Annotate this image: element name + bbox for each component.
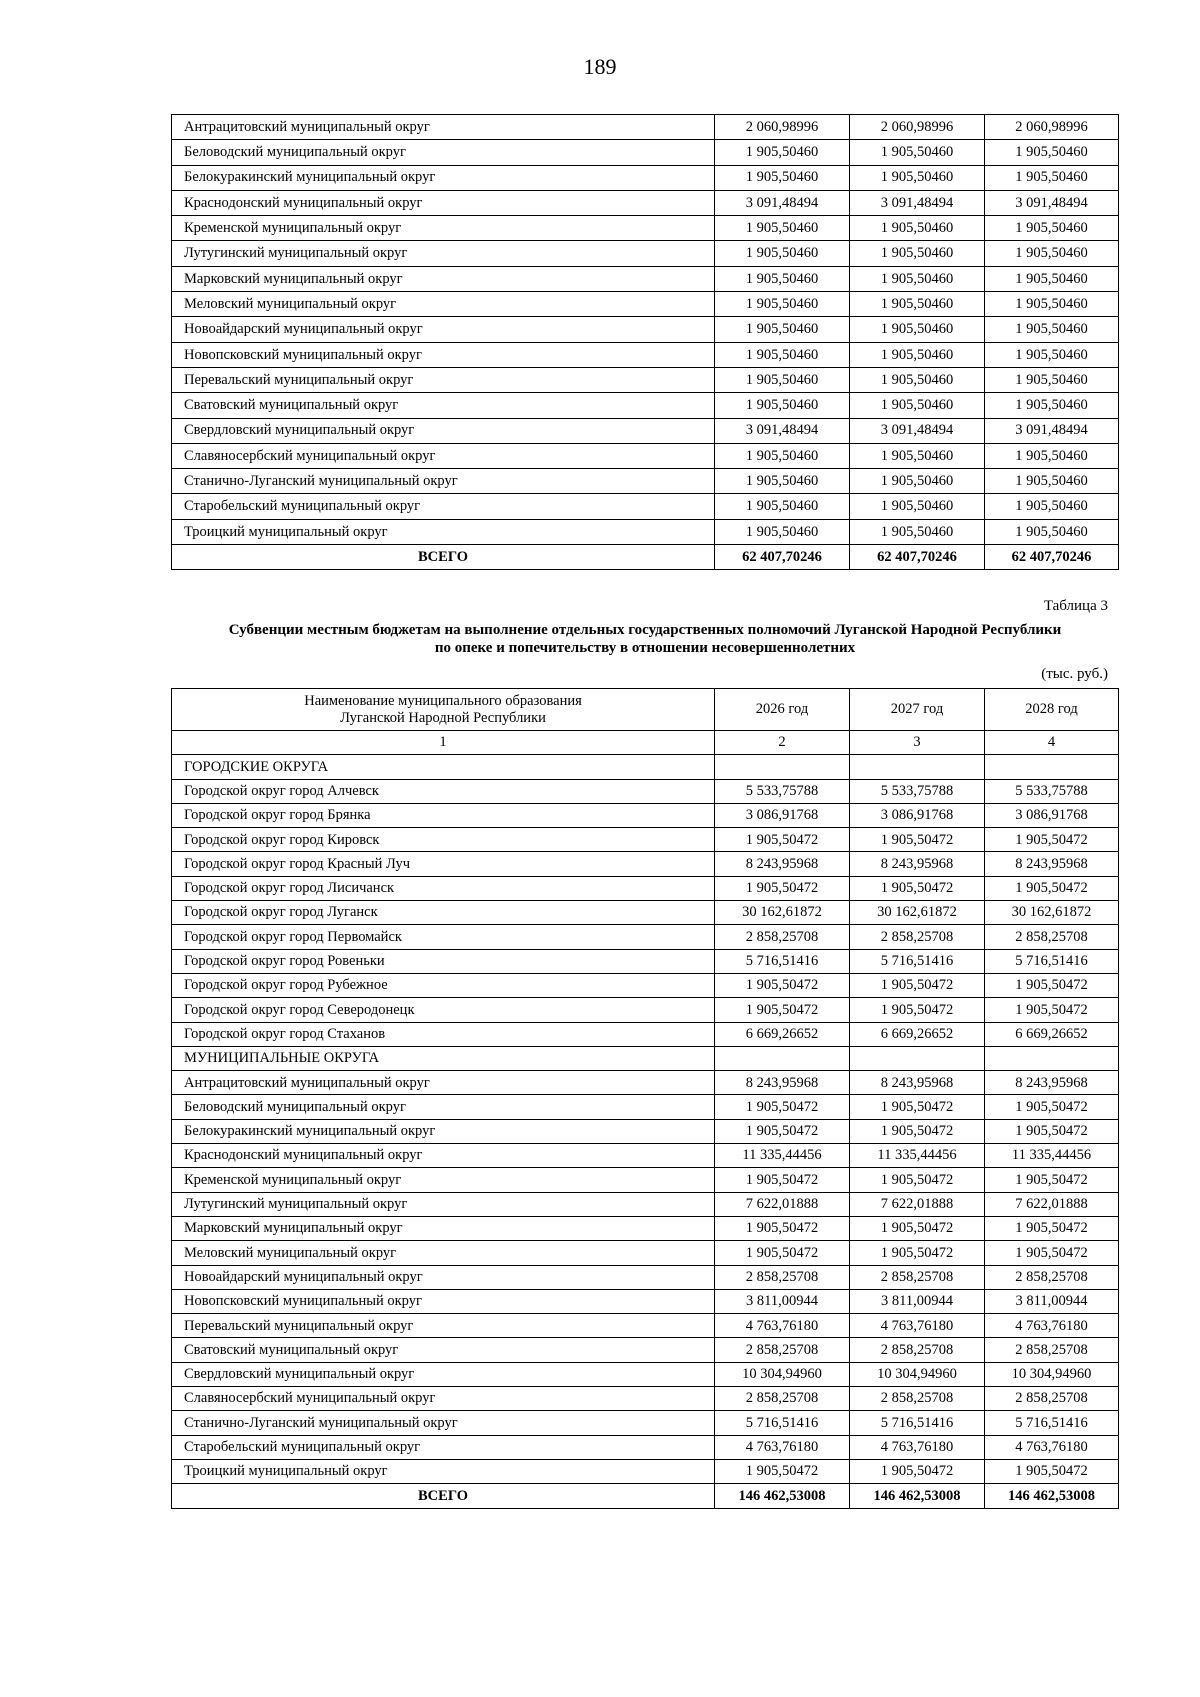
- row-2028: 3 086,91768: [985, 803, 1119, 827]
- table-row: [172, 949, 1119, 973]
- row-2027: 1 905,50460: [850, 494, 985, 519]
- row-2026: 1 905,50472: [715, 998, 850, 1022]
- row-2027: 3 811,00944: [850, 1289, 985, 1313]
- page-number: 189: [583, 54, 617, 79]
- row-2028: 5 533,75788: [985, 779, 1119, 803]
- table-row: [172, 393, 1119, 418]
- header-2028: 2028 год: [985, 689, 1119, 731]
- row-name: Старобельский муниципальный округ: [172, 1435, 715, 1459]
- row-2026: 6 669,26652: [715, 1022, 850, 1046]
- table-row: [172, 1459, 1119, 1483]
- table-row: [172, 342, 1119, 367]
- table-row: [172, 241, 1119, 266]
- total-2028: 62 407,70246: [985, 545, 1119, 570]
- row-2026: 2 858,25708: [715, 925, 850, 949]
- table-row: [172, 1144, 1119, 1168]
- row-2027: 11 335,44456: [850, 1144, 985, 1168]
- row-2026: 5 716,51416: [715, 949, 850, 973]
- row-2026: 10 304,94960: [715, 1362, 850, 1386]
- row-2026: 1 905,50472: [715, 1459, 850, 1483]
- row-2026: 1 905,50460: [715, 519, 850, 544]
- total-2026: 62 407,70246: [715, 545, 850, 570]
- row-2027: 1 905,50460: [850, 342, 985, 367]
- row-2027: 1 905,50472: [850, 1459, 985, 1483]
- table-row: [172, 1022, 1119, 1046]
- row-name: Городской округ город Алчевск: [172, 779, 715, 803]
- row-2026: 1 905,50460: [715, 342, 850, 367]
- row-2028: 1 905,50472: [985, 1119, 1119, 1143]
- row-2027: 1 905,50460: [850, 317, 985, 342]
- row-name: Меловский муниципальный округ: [172, 292, 715, 317]
- section-empty-cell: [985, 755, 1119, 779]
- row-name: Городской округ город Северодонецк: [172, 998, 715, 1022]
- header-2027: 2027 год: [850, 689, 985, 731]
- row-2027: 1 905,50472: [850, 1168, 985, 1192]
- row-name: Городской округ город Рубежное: [172, 973, 715, 997]
- row-2026: 3 091,48494: [715, 418, 850, 443]
- subvention-table: [171, 688, 1119, 1509]
- row-name: Новоайдарский муниципальный округ: [172, 1265, 715, 1289]
- row-name: Славяносербский муниципальный округ: [172, 1387, 715, 1411]
- row-2026: 1 905,50472: [715, 1095, 850, 1119]
- row-2027: 2 060,98996: [850, 115, 985, 140]
- municipal-rows: [172, 1071, 1119, 1484]
- row-2027: 1 905,50472: [850, 1216, 985, 1240]
- row-name: Антрацитовский муниципальный округ: [172, 115, 715, 140]
- row-2028: 1 905,50460: [985, 469, 1119, 494]
- row-2028: 1 905,50472: [985, 1216, 1119, 1240]
- table-row: [172, 1071, 1119, 1095]
- row-2028: 8 243,95968: [985, 852, 1119, 876]
- row-2026: 1 905,50472: [715, 1119, 850, 1143]
- table-row: [172, 1411, 1119, 1435]
- row-2028: 1 905,50472: [985, 1095, 1119, 1119]
- section-row-municipal: [172, 1046, 1119, 1070]
- row-name: Сватовский муниципальный округ: [172, 393, 715, 418]
- row-2026: 1 905,50460: [715, 443, 850, 468]
- row-2026: 4 763,76180: [715, 1314, 850, 1338]
- row-2026: 2 858,25708: [715, 1387, 850, 1411]
- total-2027: 146 462,53008: [850, 1484, 985, 1508]
- table-row: [172, 216, 1119, 241]
- row-2027: 30 162,61872: [850, 901, 985, 925]
- row-2026: 3 086,91768: [715, 803, 850, 827]
- row-2026: 1 905,50460: [715, 317, 850, 342]
- row-2028: 1 905,50460: [985, 494, 1119, 519]
- row-2027: 5 533,75788: [850, 779, 985, 803]
- row-2026: 1 905,50460: [715, 266, 850, 291]
- row-2028: 1 905,50472: [985, 973, 1119, 997]
- row-2028: 2 060,98996: [985, 115, 1119, 140]
- table-row: [172, 367, 1119, 392]
- header-name-line-1: Наименование муниципального образования: [304, 692, 582, 709]
- row-2026: 1 905,50460: [715, 241, 850, 266]
- row-2028: 1 905,50460: [985, 519, 1119, 544]
- table-row: [172, 1362, 1119, 1386]
- total-label: ВСЕГО: [172, 1484, 715, 1508]
- row-name: Городской округ город Брянка: [172, 803, 715, 827]
- row-name: Городской округ город Ровеньки: [172, 949, 715, 973]
- row-2028: 8 243,95968: [985, 1071, 1119, 1095]
- row-2027: 10 304,94960: [850, 1362, 985, 1386]
- row-2027: 1 905,50472: [850, 1095, 985, 1119]
- row-2027: 1 905,50460: [850, 367, 985, 392]
- row-2028: 4 763,76180: [985, 1314, 1119, 1338]
- header-name-line-2: Луганской Народной Республики: [340, 709, 546, 726]
- row-2028: 1 905,50460: [985, 367, 1119, 392]
- table-row: [172, 494, 1119, 519]
- row-name: Перевальский муниципальный округ: [172, 1314, 715, 1338]
- col-number-2: 2: [715, 731, 850, 755]
- row-2028: 1 905,50460: [985, 140, 1119, 165]
- row-2026: 11 335,44456: [715, 1144, 850, 1168]
- header-2026: 2026 год: [715, 689, 850, 731]
- row-2027: 5 716,51416: [850, 1411, 985, 1435]
- column-number-row: [172, 731, 1119, 755]
- row-2028: 7 622,01888: [985, 1192, 1119, 1216]
- row-name: Новопсковский муниципальный округ: [172, 1289, 715, 1313]
- table-row: [172, 1435, 1119, 1459]
- section-empty-cell: [715, 1046, 850, 1070]
- row-2027: 1 905,50472: [850, 1241, 985, 1265]
- row-name: Городской округ город Кировск: [172, 828, 715, 852]
- row-name: Троицкий муниципальный округ: [172, 519, 715, 544]
- row-2027: 4 763,76180: [850, 1314, 985, 1338]
- table-row: [172, 779, 1119, 803]
- row-2027: 1 905,50460: [850, 140, 985, 165]
- total-row: [172, 545, 1119, 570]
- row-name: Лутугинский муниципальный округ: [172, 1192, 715, 1216]
- section-empty-cell: [850, 755, 985, 779]
- row-2026: 1 905,50460: [715, 140, 850, 165]
- table-row: [172, 1265, 1119, 1289]
- table-row: [172, 1387, 1119, 1411]
- row-name: Троицкий муниципальный округ: [172, 1459, 715, 1483]
- continued-table: [171, 114, 1119, 570]
- row-name: Свердловский муниципальный округ: [172, 418, 715, 443]
- row-2028: 2 858,25708: [985, 1338, 1119, 1362]
- row-name: Белокуракинский муниципальный округ: [172, 1119, 715, 1143]
- row-2027: 6 669,26652: [850, 1022, 985, 1046]
- row-2026: 1 905,50460: [715, 494, 850, 519]
- row-2028: 1 905,50460: [985, 241, 1119, 266]
- table-row: [172, 190, 1119, 215]
- row-2028: 1 905,50460: [985, 342, 1119, 367]
- row-2028: 1 905,50460: [985, 292, 1119, 317]
- row-2027: 2 858,25708: [850, 925, 985, 949]
- table-row: [172, 115, 1119, 140]
- row-name: Перевальский муниципальный округ: [172, 367, 715, 392]
- continued-table-body: [172, 115, 1119, 545]
- row-2027: 1 905,50472: [850, 876, 985, 900]
- total-2027: 62 407,70246: [850, 545, 985, 570]
- row-2027: 1 905,50460: [850, 266, 985, 291]
- table-row: [172, 1095, 1119, 1119]
- row-2026: 1 905,50472: [715, 1168, 850, 1192]
- row-2028: 1 905,50472: [985, 1241, 1119, 1265]
- table-row: [172, 1289, 1119, 1313]
- row-2028: 4 763,76180: [985, 1435, 1119, 1459]
- row-2028: 1 905,50472: [985, 828, 1119, 852]
- row-2027: 1 905,50460: [850, 241, 985, 266]
- total-label: ВСЕГО: [172, 545, 715, 570]
- row-name: Городской округ город Луганск: [172, 901, 715, 925]
- row-name: Беловодский муниципальный округ: [172, 1095, 715, 1119]
- row-2027: 8 243,95968: [850, 852, 985, 876]
- row-name: Антрацитовский муниципальный округ: [172, 1071, 715, 1095]
- row-name: Станично-Луганский муниципальный округ: [172, 1411, 715, 1435]
- row-2028: 1 905,50460: [985, 317, 1119, 342]
- row-name: Краснодонский муниципальный округ: [172, 190, 715, 215]
- table-row: [172, 1119, 1119, 1143]
- section-label-urban: ГОРОДСКИЕ ОКРУГА: [172, 755, 715, 779]
- row-2028: 1 905,50460: [985, 393, 1119, 418]
- row-name: Белокуракинский муниципальный округ: [172, 165, 715, 190]
- row-2027: 1 905,50472: [850, 998, 985, 1022]
- row-2026: 2 858,25708: [715, 1265, 850, 1289]
- row-2028: 3 091,48494: [985, 190, 1119, 215]
- table-row: [172, 1192, 1119, 1216]
- row-2027: 1 905,50460: [850, 292, 985, 317]
- table-row: [172, 418, 1119, 443]
- row-2027: 1 905,50460: [850, 393, 985, 418]
- row-name: Марковский муниципальный округ: [172, 266, 715, 291]
- row-2026: 1 905,50472: [715, 876, 850, 900]
- row-2027: 1 905,50460: [850, 519, 985, 544]
- row-2028: 10 304,94960: [985, 1362, 1119, 1386]
- row-2027: 2 858,25708: [850, 1265, 985, 1289]
- row-2027: 1 905,50472: [850, 828, 985, 852]
- row-2027: 2 858,25708: [850, 1387, 985, 1411]
- row-2026: 1 905,50472: [715, 1241, 850, 1265]
- row-2028: 30 162,61872: [985, 901, 1119, 925]
- row-2026: 4 763,76180: [715, 1435, 850, 1459]
- row-2026: 2 858,25708: [715, 1338, 850, 1362]
- row-2026: 1 905,50460: [715, 469, 850, 494]
- table-label: Таблица 3: [1043, 598, 1108, 614]
- total-2028: 146 462,53008: [985, 1484, 1119, 1508]
- table-row: [172, 1314, 1119, 1338]
- row-name: Меловский муниципальный округ: [172, 1241, 715, 1265]
- row-2028: 1 905,50460: [985, 443, 1119, 468]
- row-2028: 1 905,50460: [985, 165, 1119, 190]
- row-2027: 3 091,48494: [850, 418, 985, 443]
- row-2028: 1 905,50460: [985, 216, 1119, 241]
- table-title-line-1: Субвенции местным бюджетам на выполнение отдельных государственных полномочий Луганской Народной Республики: [228, 622, 1062, 638]
- row-2028: 3 091,48494: [985, 418, 1119, 443]
- row-2026: 1 905,50460: [715, 367, 850, 392]
- table-row: [172, 443, 1119, 468]
- row-2028: 3 811,00944: [985, 1289, 1119, 1313]
- row-name: Кременской муниципальный округ: [172, 216, 715, 241]
- section-label-municipal: МУНИЦИПАЛЬНЫЕ ОКРУГА: [172, 1046, 715, 1070]
- row-name: Городской округ город Стаханов: [172, 1022, 715, 1046]
- header-name: [172, 689, 715, 731]
- table-row: [172, 1168, 1119, 1192]
- row-2027: 1 905,50472: [850, 1119, 985, 1143]
- row-2026: 3 811,00944: [715, 1289, 850, 1313]
- row-2028: 1 905,50472: [985, 876, 1119, 900]
- row-2028: 2 858,25708: [985, 1265, 1119, 1289]
- row-2027: 1 905,50460: [850, 443, 985, 468]
- table-row: [172, 140, 1119, 165]
- row-2027: 8 243,95968: [850, 1071, 985, 1095]
- table-row: [172, 998, 1119, 1022]
- total-row: [172, 1484, 1119, 1508]
- table-row: [172, 469, 1119, 494]
- table-row: [172, 266, 1119, 291]
- row-2026: 7 622,01888: [715, 1192, 850, 1216]
- row-2028: 1 905,50460: [985, 266, 1119, 291]
- row-name: Новопсковский муниципальный округ: [172, 342, 715, 367]
- row-2026: 3 091,48494: [715, 190, 850, 215]
- table-row: [172, 317, 1119, 342]
- table-row: [172, 165, 1119, 190]
- row-2028: 11 335,44456: [985, 1144, 1119, 1168]
- row-name: Сватовский муниципальный округ: [172, 1338, 715, 1362]
- row-name: Городской округ город Красный Луч: [172, 852, 715, 876]
- row-2027: 1 905,50472: [850, 973, 985, 997]
- row-2026: 1 905,50472: [715, 828, 850, 852]
- row-2028: 2 858,25708: [985, 925, 1119, 949]
- col-number-1: 1: [172, 731, 715, 755]
- row-2027: 1 905,50460: [850, 216, 985, 241]
- row-name: Краснодонский муниципальный округ: [172, 1144, 715, 1168]
- row-2026: 30 162,61872: [715, 901, 850, 925]
- total-2026: 146 462,53008: [715, 1484, 850, 1508]
- table-row: [172, 973, 1119, 997]
- row-2026: 8 243,95968: [715, 1071, 850, 1095]
- row-2028: 5 716,51416: [985, 1411, 1119, 1435]
- row-2026: 8 243,95968: [715, 852, 850, 876]
- table-row: [172, 828, 1119, 852]
- header-row: [172, 689, 1119, 731]
- row-2026: 2 060,98996: [715, 115, 850, 140]
- row-2026: 1 905,50460: [715, 292, 850, 317]
- table-row: [172, 901, 1119, 925]
- row-2027: 7 622,01888: [850, 1192, 985, 1216]
- row-2026: 5 533,75788: [715, 779, 850, 803]
- row-name: Кременской муниципальный округ: [172, 1168, 715, 1192]
- table-title-line-2: по опеке и попечительству в отношении несовершеннолетних: [434, 640, 856, 656]
- row-2026: 1 905,50460: [715, 165, 850, 190]
- row-2028: 5 716,51416: [985, 949, 1119, 973]
- section-empty-cell: [715, 755, 850, 779]
- row-2026: 1 905,50460: [715, 216, 850, 241]
- table-row: [172, 292, 1119, 317]
- table-row: [172, 876, 1119, 900]
- section-empty-cell: [850, 1046, 985, 1070]
- row-2026: 5 716,51416: [715, 1411, 850, 1435]
- row-name: Городской округ город Первомайск: [172, 925, 715, 949]
- row-2027: 2 858,25708: [850, 1338, 985, 1362]
- table-row: [172, 803, 1119, 827]
- col-number-3: 3: [850, 731, 985, 755]
- row-2027: 5 716,51416: [850, 949, 985, 973]
- row-2026: 1 905,50472: [715, 973, 850, 997]
- row-2028: 1 905,50472: [985, 1168, 1119, 1192]
- row-name: Свердловский муниципальный округ: [172, 1362, 715, 1386]
- unit-label: (тыс. руб.): [1041, 666, 1108, 682]
- row-2027: 1 905,50460: [850, 469, 985, 494]
- table-row: [172, 1241, 1119, 1265]
- row-name: Лутугинский муниципальный округ: [172, 241, 715, 266]
- row-2027: 3 091,48494: [850, 190, 985, 215]
- row-name: Старобельский муниципальный округ: [172, 494, 715, 519]
- row-2028: 1 905,50472: [985, 1459, 1119, 1483]
- row-2027: 1 905,50460: [850, 165, 985, 190]
- row-2026: 1 905,50460: [715, 393, 850, 418]
- table-row: [172, 1338, 1119, 1362]
- row-2028: 1 905,50472: [985, 998, 1119, 1022]
- row-2027: 4 763,76180: [850, 1435, 985, 1459]
- row-2028: 2 858,25708: [985, 1387, 1119, 1411]
- section-row-urban: [172, 755, 1119, 779]
- table-row: [172, 1216, 1119, 1240]
- row-name: Станично-Луганский муниципальный округ: [172, 469, 715, 494]
- row-name: Беловодский муниципальный округ: [172, 140, 715, 165]
- row-2026: 1 905,50472: [715, 1216, 850, 1240]
- row-name: Новоайдарский муниципальный округ: [172, 317, 715, 342]
- table-title: [150, 621, 1140, 657]
- col-number-4: 4: [985, 731, 1119, 755]
- section-empty-cell: [985, 1046, 1119, 1070]
- row-2027: 3 086,91768: [850, 803, 985, 827]
- table-row: [172, 925, 1119, 949]
- table-row: [172, 852, 1119, 876]
- row-2028: 6 669,26652: [985, 1022, 1119, 1046]
- row-name: Славяносербский муниципальный округ: [172, 443, 715, 468]
- row-name: Марковский муниципальный округ: [172, 1216, 715, 1240]
- table-row: [172, 519, 1119, 544]
- row-name: Городской округ город Лисичанск: [172, 876, 715, 900]
- urban-rows: [172, 779, 1119, 1046]
